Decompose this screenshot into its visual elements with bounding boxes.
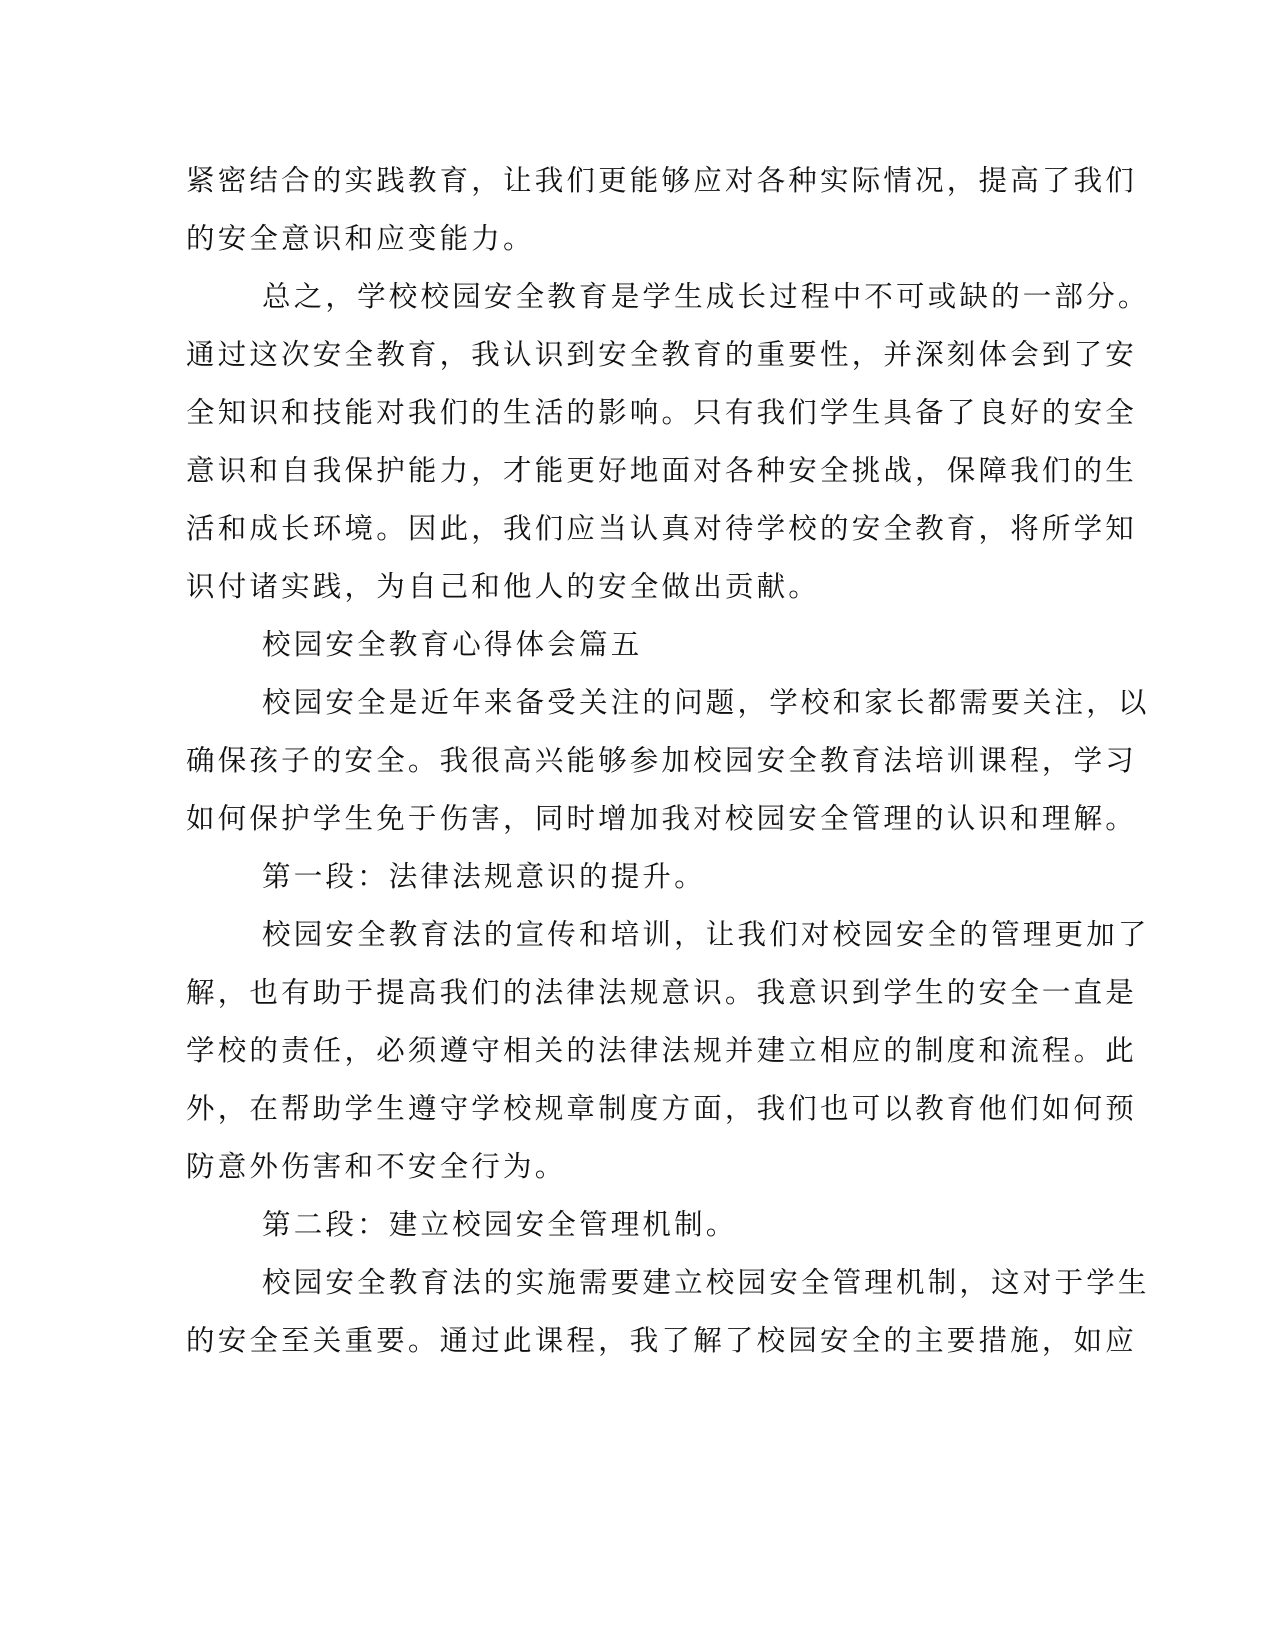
text-line: 防意外伤害和不安全行为。 (186, 1150, 567, 1183)
text-line: 校园安全是近年来备受关注的问题，学校和家长都需要关注，以 (262, 686, 1150, 719)
text-line: 紧密结合的实践教育，让我们更能够应对各种实际情况，提高了我们 (186, 164, 1138, 197)
subsection-heading: 第一段：法律法规意识的提升。 (262, 860, 706, 893)
text-line: 的安全至关重要。通过此课程，我了解了校园安全的主要措施，如应 (186, 1324, 1138, 1357)
text-line: 校园安全教育法的宣传和培训，让我们对校园安全的管理更加了 (262, 918, 1150, 951)
text-line: 校园安全教育法的实施需要建立校园安全管理机制，这对于学生 (262, 1266, 1150, 1299)
text-line: 的安全意识和应变能力。 (186, 222, 535, 255)
text-line: 识付诸实践，为自己和他人的安全做出贡献。 (186, 570, 821, 603)
text-line: 外，在帮助学生遵守学校规章制度方面，我们也可以教育他们如何预 (186, 1092, 1138, 1125)
section-heading: 校园安全教育心得体会篇五 (262, 628, 643, 661)
text-line: 总之，学校校园安全教育是学生成长过程中不可或缺的一部分。 (262, 280, 1150, 313)
text-line: 活和成长环境。因此，我们应当认真对待学校的安全教育，将所学知 (186, 512, 1138, 545)
text-line: 意识和自我保护能力，才能更好地面对各种安全挑战，保障我们的生 (186, 454, 1138, 487)
text-line: 确保孩子的安全。我很高兴能够参加校园安全教育法培训课程，学习 (186, 744, 1138, 777)
text-line: 如何保护学生免于伤害，同时增加我对校园安全管理的认识和理解。 (186, 802, 1138, 835)
text-line: 全知识和技能对我们的生活的影响。只有我们学生具备了良好的安全 (186, 396, 1138, 429)
text-line: 解，也有助于提高我们的法律法规意识。我意识到学生的安全一直是 (186, 976, 1138, 1009)
text-line: 学校的责任，必须遵守相关的法律法规并建立相应的制度和流程。此 (186, 1034, 1138, 1067)
subsection-heading: 第二段：建立校园安全管理机制。 (262, 1208, 738, 1241)
text-line: 通过这次安全教育，我认识到安全教育的重要性，并深刻体会到了安 (186, 338, 1138, 371)
